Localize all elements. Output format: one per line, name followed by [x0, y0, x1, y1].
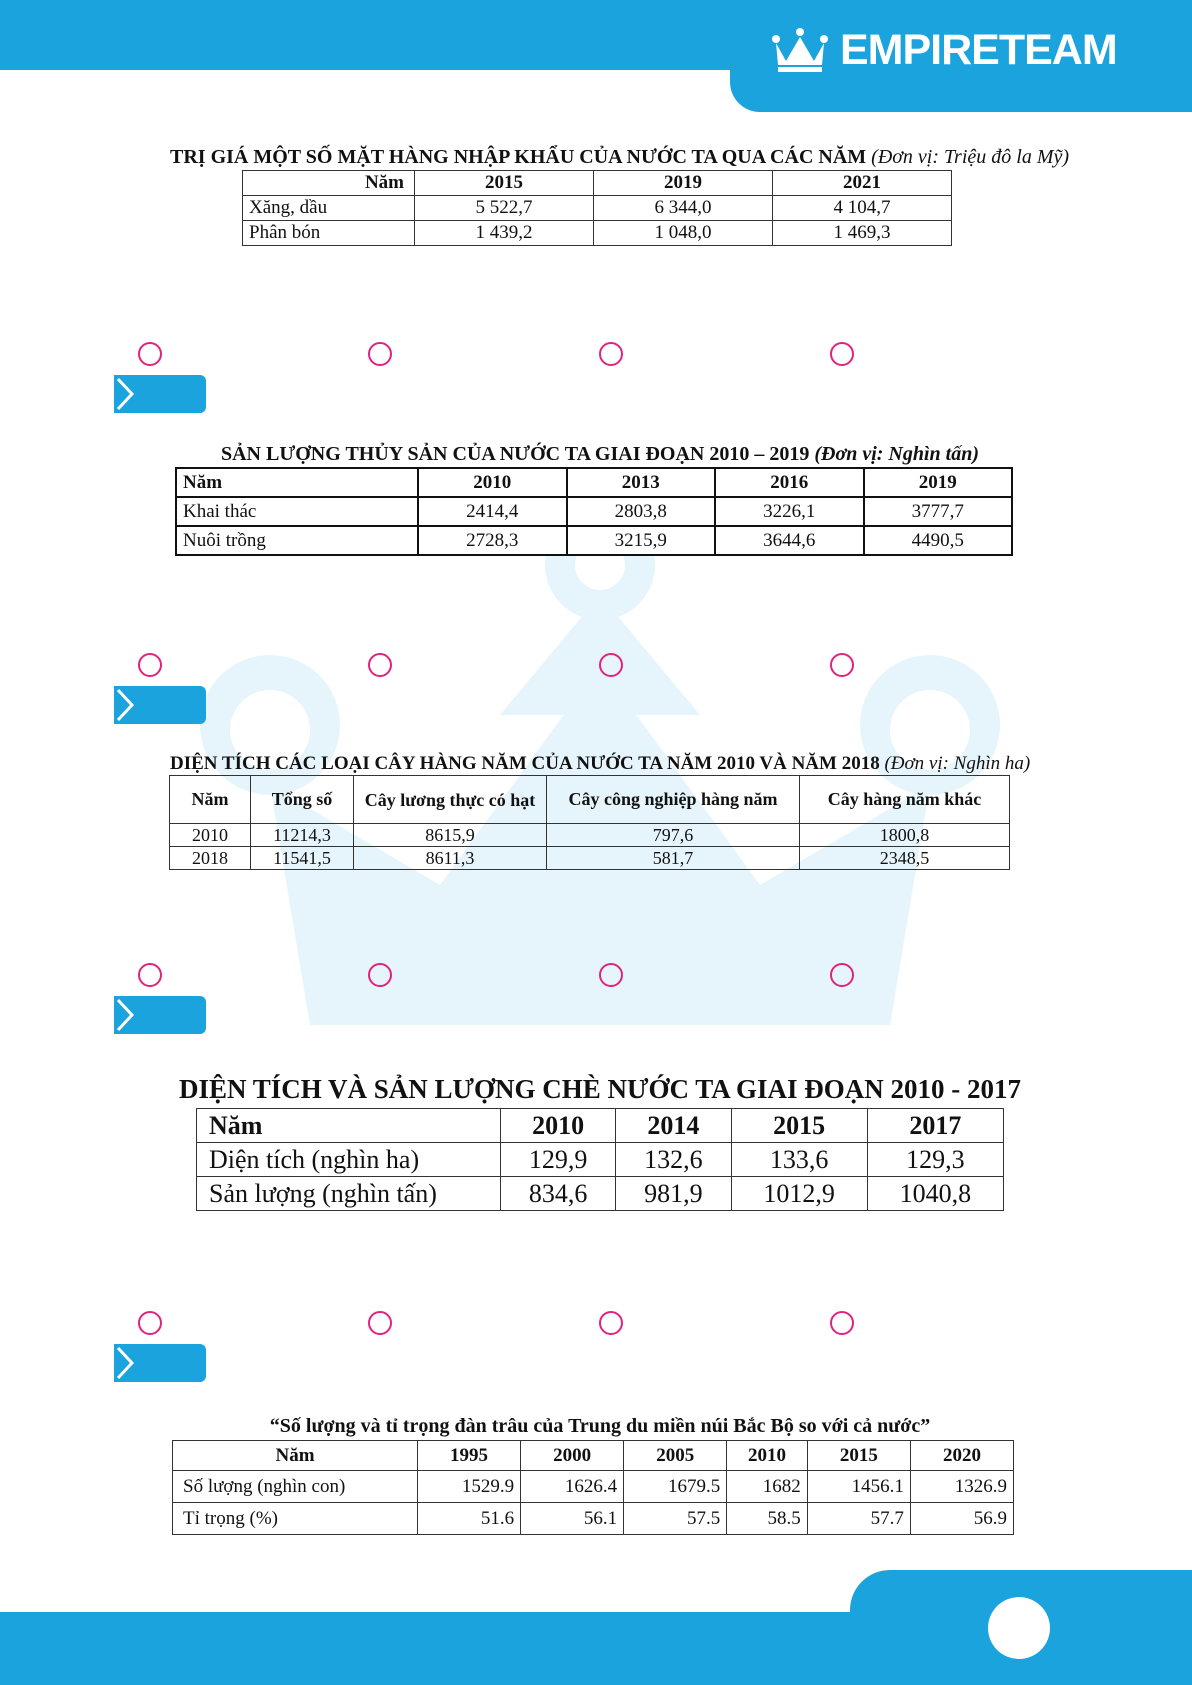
q4-table	[196, 1108, 1004, 1211]
table-row	[197, 1177, 1004, 1211]
chevron-right-icon	[114, 375, 144, 413]
table-cell: 797,6	[547, 824, 800, 847]
table-cell: 8611,3	[354, 847, 547, 870]
table-cell: 4 104,7	[773, 196, 952, 221]
table-cell: 834,6	[501, 1177, 616, 1211]
q2-unit: (Đơn vị: Nghìn tấn)	[814, 443, 980, 465]
table-cell: 1 048,0	[594, 221, 773, 246]
table-header: Năm	[243, 171, 415, 196]
table-header: Năm	[176, 468, 418, 497]
table-cell: 3777,7	[864, 497, 1013, 526]
table-cell: 2348,5	[800, 847, 1010, 870]
table-header: 2005	[624, 1441, 727, 1471]
table-cell: 129,3	[867, 1143, 1003, 1177]
brand-name: EMPIRETEAM	[840, 25, 1117, 74]
chevron-right-icon	[114, 686, 144, 724]
table-header: 2000	[521, 1441, 624, 1471]
table-cell: Phân bón	[243, 221, 415, 246]
table-row	[243, 171, 952, 196]
table-header: 2021	[773, 171, 952, 196]
table-row	[197, 1109, 1004, 1143]
option-c-circle[interactable]	[599, 1311, 623, 1335]
table-cell: 1679.5	[624, 1471, 727, 1503]
table-cell: 57.7	[807, 1503, 910, 1535]
table-cell: 2728,3	[418, 526, 567, 555]
table-header: 2016	[715, 468, 864, 497]
option-c-circle[interactable]	[599, 342, 623, 366]
table-header: 2015	[415, 171, 594, 196]
table-cell: 2414,4	[418, 497, 567, 526]
table-header: Cây công nghiệp hàng năm	[547, 776, 800, 824]
q3-title	[170, 753, 1030, 775]
table-cell: 1012,9	[731, 1177, 867, 1211]
q2-title	[170, 443, 1030, 466]
table-header: Cây lương thực có hạt	[354, 776, 547, 824]
table-cell: Tỉ trọng (%)	[173, 1503, 418, 1535]
option-a-circle[interactable]	[138, 963, 162, 987]
table-cell: 1626.4	[521, 1471, 624, 1503]
table-header: 2015	[807, 1441, 910, 1471]
table-row	[170, 847, 1010, 870]
table-cell: 132,6	[616, 1143, 731, 1177]
q4-title: DIỆN TÍCH VÀ SẢN LƯỢNG CHÈ NƯỚC TA GIAI ĐOẠN 2010 - 2017	[178, 1074, 1022, 1104]
table-header: 1995	[418, 1441, 521, 1471]
q3-table	[169, 775, 1010, 870]
table-cell: Số lượng (nghìn con)	[173, 1471, 418, 1503]
table-row	[197, 1143, 1004, 1177]
table-cell: 1682	[727, 1471, 808, 1503]
table-cell: 11214,3	[251, 824, 354, 847]
q5-title: “Số lượng và tỉ trọng đàn trâu của Trung du miền núi Bắc Bộ so với cả nước”	[269, 1415, 931, 1437]
question-tag	[114, 1344, 206, 1382]
option-a-circle[interactable]	[138, 653, 162, 677]
table-cell: 2803,8	[567, 497, 716, 526]
table-cell: 1529.9	[418, 1471, 521, 1503]
table-cell: 3215,9	[567, 526, 716, 555]
option-b-circle[interactable]	[368, 342, 392, 366]
option-b-circle[interactable]	[368, 963, 392, 987]
table-row	[173, 1441, 1014, 1471]
table-row	[176, 497, 1012, 526]
table-header: Năm	[197, 1109, 501, 1143]
table-cell: 8615,9	[354, 824, 547, 847]
chevron-right-icon	[114, 1344, 144, 1382]
table-cell: 133,6	[731, 1143, 867, 1177]
table-cell: 57.5	[624, 1503, 727, 1535]
table-cell: 2018	[170, 847, 251, 870]
table-cell: 58.5	[727, 1503, 808, 1535]
crown-icon	[772, 27, 828, 73]
table-cell: Sản lượng (nghìn tấn)	[197, 1177, 501, 1211]
table-cell: 5 522,7	[415, 196, 594, 221]
table-row	[170, 776, 1010, 824]
table-cell: Diện tích (nghìn ha)	[197, 1143, 501, 1177]
table-header: 2015	[731, 1109, 867, 1143]
table-row	[173, 1471, 1014, 1503]
table-cell: 981,9	[616, 1177, 731, 1211]
table-cell: 11541,5	[251, 847, 354, 870]
option-b-circle[interactable]	[368, 653, 392, 677]
table-row	[173, 1503, 1014, 1535]
table-cell: 581,7	[547, 847, 800, 870]
option-d-circle[interactable]	[830, 1311, 854, 1335]
table-header: 2020	[910, 1441, 1013, 1471]
q1-title-text: TRỊ GIÁ MỘT SỐ MẶT HÀNG NHẬP KHẨU CỦA NƯỚC TA QUA CÁC NĂM	[170, 146, 867, 168]
table-header: Năm	[173, 1441, 418, 1471]
table-header: 2019	[864, 468, 1013, 497]
table-header: 2019	[594, 171, 773, 196]
option-d-circle[interactable]	[830, 653, 854, 677]
option-c-circle[interactable]	[599, 963, 623, 987]
question-tag	[114, 996, 206, 1034]
table-header: 2010	[727, 1441, 808, 1471]
table-cell: 6 344,0	[594, 196, 773, 221]
table-cell: 2010	[170, 824, 251, 847]
q1-unit: (Đơn vị: Triệu đô la Mỹ)	[871, 146, 1070, 168]
q1-table	[242, 170, 952, 246]
table-cell: 56.9	[910, 1503, 1013, 1535]
table-cell: 129,9	[501, 1143, 616, 1177]
option-d-circle[interactable]	[830, 963, 854, 987]
option-a-circle[interactable]	[138, 1311, 162, 1335]
option-b-circle[interactable]	[368, 1311, 392, 1335]
table-cell: 1040,8	[867, 1177, 1003, 1211]
table-header: Tổng số	[251, 776, 354, 824]
table-header: Cây hàng năm khác	[800, 776, 1010, 824]
table-cell: 3226,1	[715, 497, 864, 526]
table-cell: 1326.9	[910, 1471, 1013, 1503]
table-cell: 4490,5	[864, 526, 1013, 555]
option-d-circle[interactable]	[830, 342, 854, 366]
table-header: 2014	[616, 1109, 731, 1143]
table-row	[176, 468, 1012, 497]
table-cell: 3644,6	[715, 526, 864, 555]
table-header: 2010	[418, 468, 567, 497]
q5-table	[172, 1440, 1014, 1535]
table-cell: 1456.1	[807, 1471, 910, 1503]
question-tag	[114, 686, 206, 724]
table-cell: Khai thác	[176, 497, 418, 526]
table-row	[243, 196, 952, 221]
question-tag	[114, 375, 206, 413]
q2-table	[175, 467, 1013, 556]
table-cell: 56.1	[521, 1503, 624, 1535]
table-row	[170, 824, 1010, 847]
q3-unit: (Đơn vị: Nghìn ha)	[884, 753, 1031, 774]
table-cell: Xăng, dầu	[243, 196, 415, 221]
table-cell: 1800,8	[800, 824, 1010, 847]
q3-title-text: DIỆN TÍCH CÁC LOẠI CÂY HÀNG NĂM CỦA NƯỚC TA NĂM 2010 VÀ NĂM 2018	[170, 753, 880, 774]
page-number-circle	[988, 1597, 1050, 1659]
table-header: 2010	[501, 1109, 616, 1143]
chevron-right-icon	[114, 996, 144, 1034]
q2-title-text: SẢN LƯỢNG THỦY SẢN CỦA NƯỚC TA GIAI ĐOẠN 2010 – 2019	[220, 443, 810, 465]
table-header: Năm	[170, 776, 251, 824]
table-header: 2017	[867, 1109, 1003, 1143]
option-c-circle[interactable]	[599, 653, 623, 677]
table-cell: 51.6	[418, 1503, 521, 1535]
option-a-circle[interactable]	[138, 342, 162, 366]
brand-logo	[772, 22, 1117, 78]
table-cell: 1 439,2	[415, 221, 594, 246]
table-header: 2013	[567, 468, 716, 497]
table-row	[243, 221, 952, 246]
q1-title	[170, 146, 1070, 169]
table-row	[176, 526, 1012, 555]
table-cell: Nuôi trồng	[176, 526, 418, 555]
table-cell: 1 469,3	[773, 221, 952, 246]
